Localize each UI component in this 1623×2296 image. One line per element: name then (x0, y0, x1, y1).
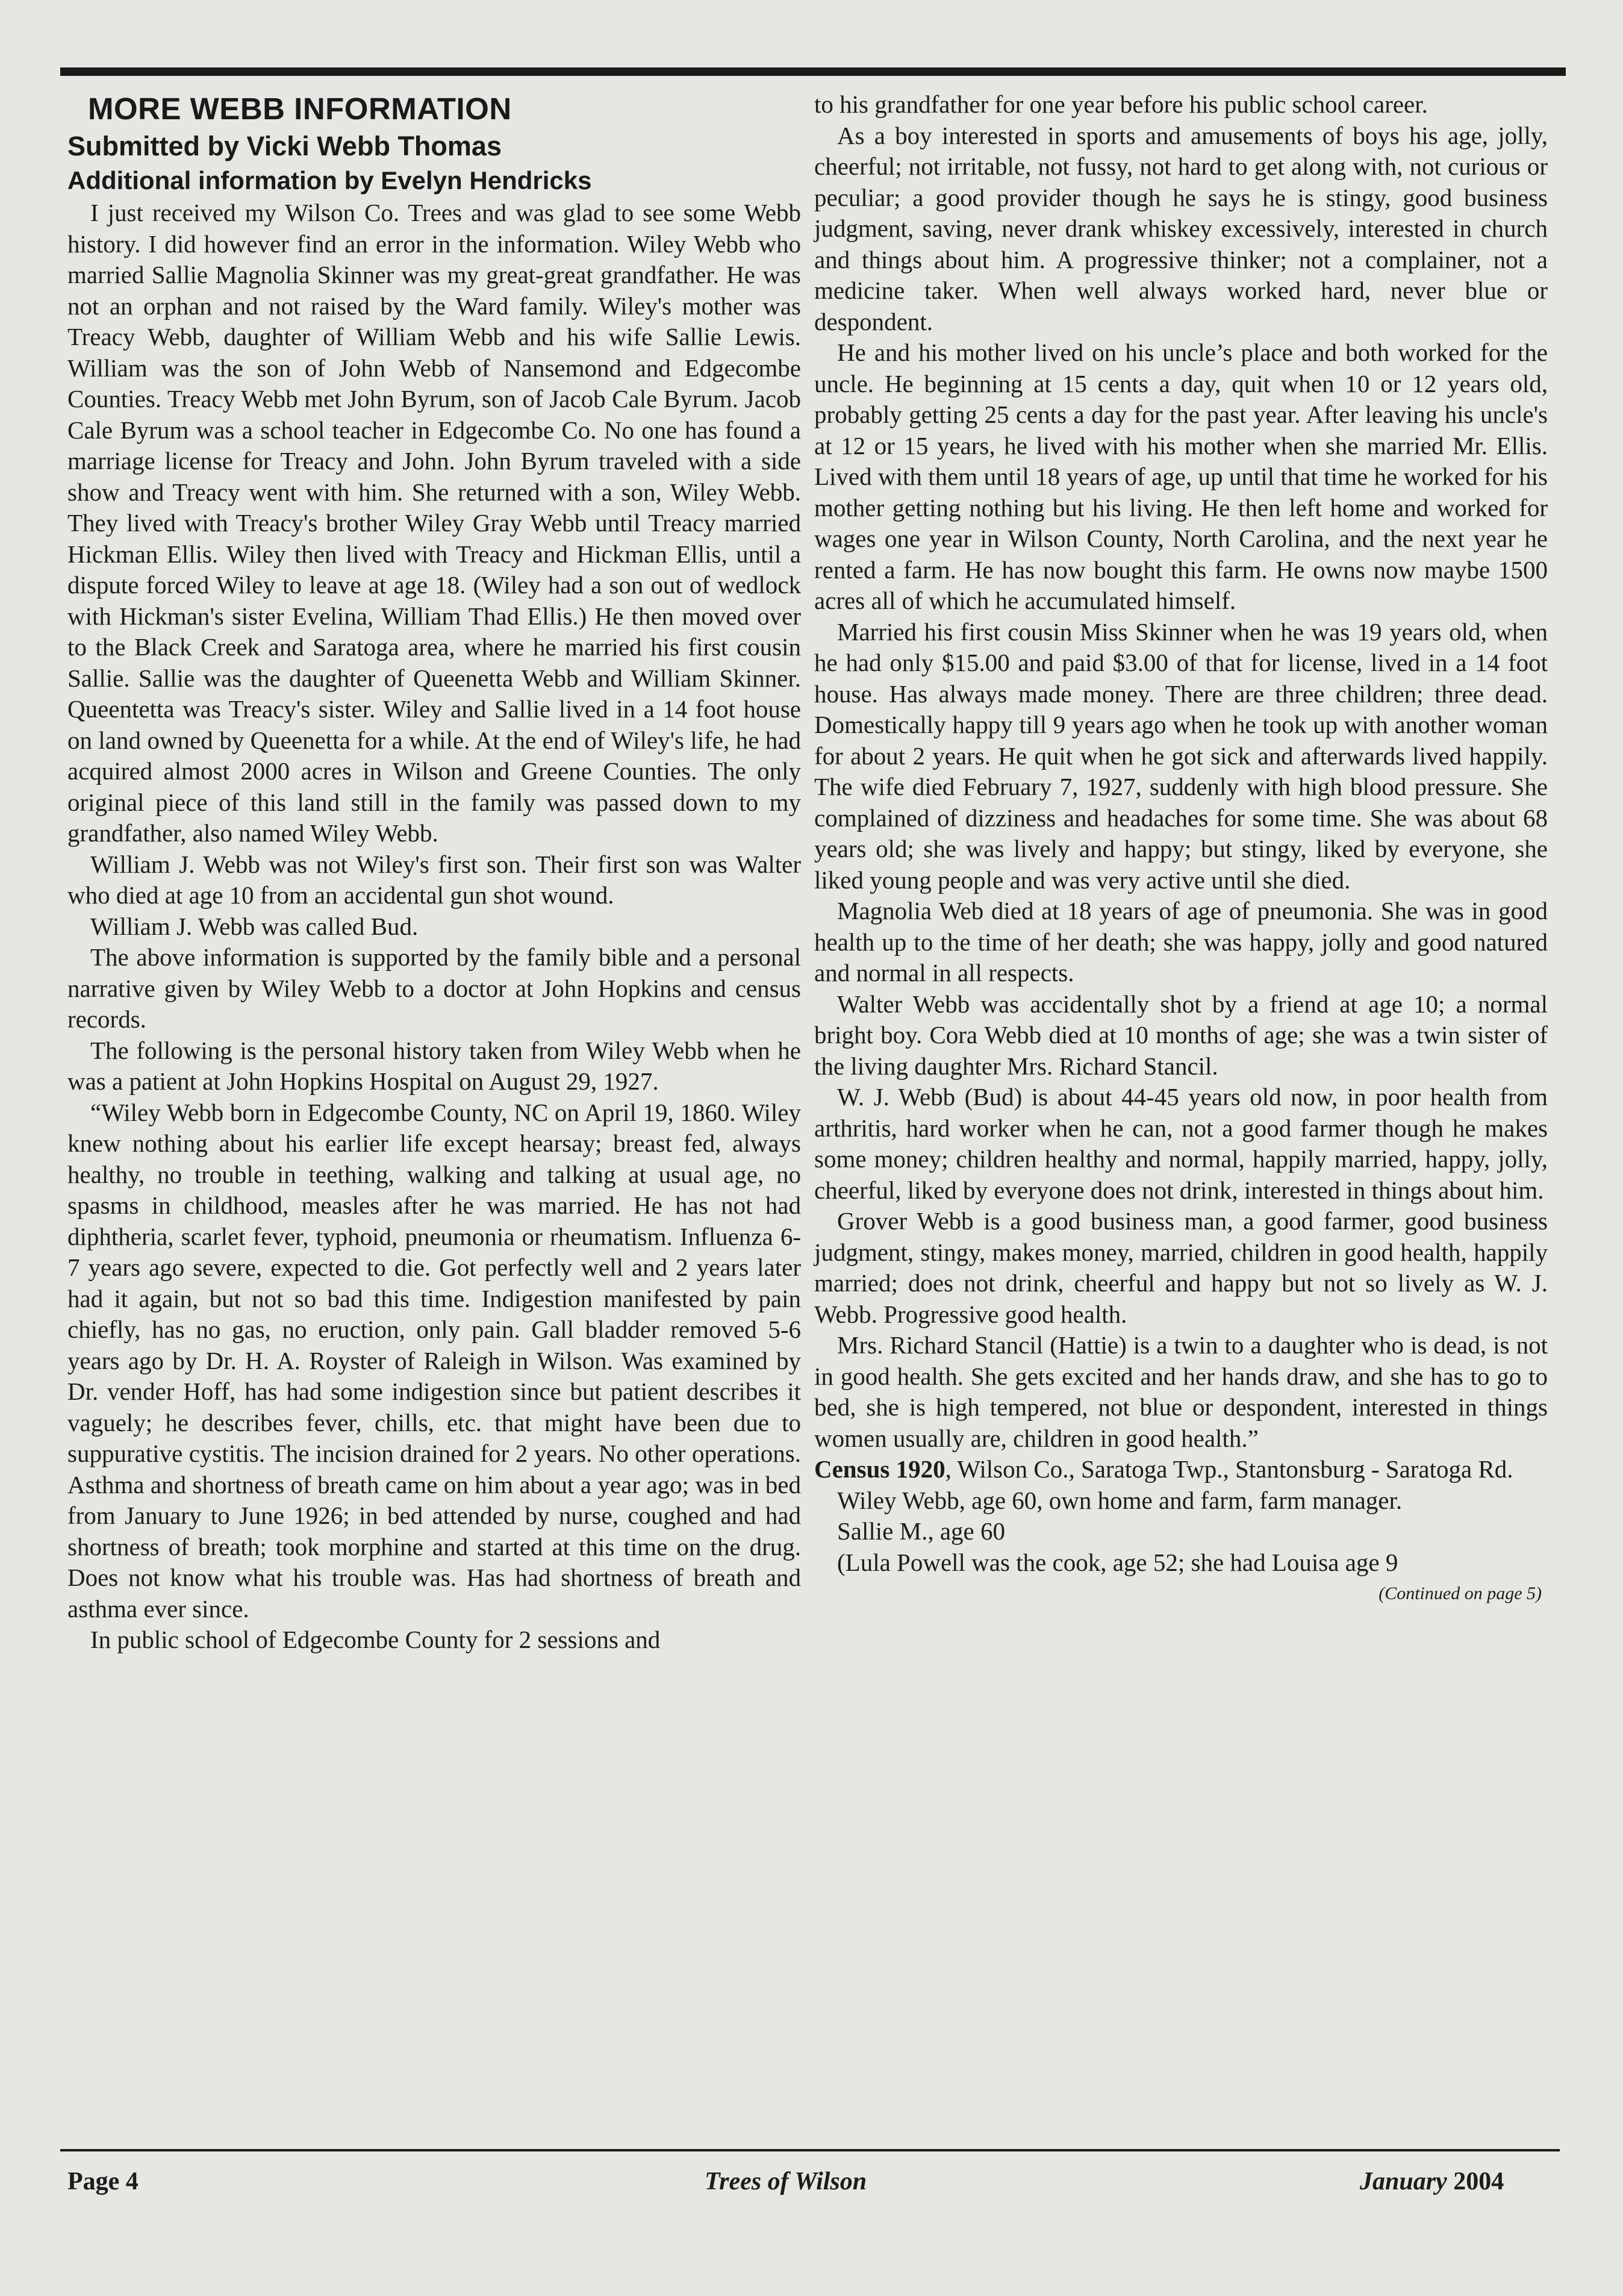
left-column (67, 89, 801, 1656)
bottom-rule (60, 2149, 1560, 2151)
census-entry (814, 1454, 1548, 1485)
census-line: Wiley Webb, age 60, own home and farm, farm manager. (837, 1486, 1403, 1514)
paragraph: William J. Webb was not Wiley's first son. Their first son was Walter who died at age 10 from an accidental gun shot wound. (67, 850, 801, 909)
census-line: Sallie M., age 60 (837, 1517, 1005, 1545)
census-location: , Wilson Co., Saratoga Twp., Stantonsburg - Saratoga Rd. (945, 1455, 1513, 1483)
paragraph: Married his first cousin Miss Skinner when he was 19 years old, when he had only $15.00 and paid $3.00 of that for license, lived in a 14 foot house. Has always made money. There are three children; three dead. Domestically happy till 9 years ago when he took up with another woman for about 2 years. He quit when he got sick and afterwards lived happily. The wife died February 7, 1927, suddenly with high blood pressure. She complained of dizziness and headaches for some time. She was about 68 years old; she was lively and happy; but stingy, liked by everyone, she liked young people and was very active until she died. (814, 617, 1548, 894)
issue-date (1360, 2167, 1504, 2196)
continued-note: (Continued on page 5) (1378, 1583, 1542, 1603)
paragraph: William J. Webb was called Bud. (90, 912, 419, 940)
issue-year: 2004 (1453, 2168, 1504, 2195)
paragraph: “Wiley Webb born in Edgecombe County, NC on April 19, 1860. Wiley knew nothing about his earlier life except hearsay; breast fed, always healthy, no trouble in teething, walking and talking at usual age, no spasms in childhood, measles after he was married. He has not had diphtheria, scarlet fever, typhoid, pneumonia or rheumatism. Influenza 6-7 years ago severe, expected to die. Got perfectly well and 2 years later had it again, but not so bad this time. Indigestion manifested by pain chiefly, has no gas, no eruction, only pain. Gall bladder removed 5-6 years ago by Dr. H. A. Royster of Raleigh in Wilson. Was examined by Dr. vender Hoff, has had some indigestion since but patient describes it vaguely; he describes fever, chills, etc. that might have been due to suppurative cystitis. The incision drained for 2 years. No other operations. Asthma and shortness of breath came on him about a year ago; was in bed from January to June 1926; in bed attended by nurse, coughed and had shortness of breath; took morphine and started at this time on the drug. Does not know what his trouble was. Has had shortness of breath and asthma ever since. (67, 1098, 801, 1623)
paragraph: I just received my Wilson Co. Trees and was glad to see some Webb history. I did however find an error in the information. Wiley Webb who married Sallie Magnolia Skinner was my great-great grandfather. He was not an orphan and not raised by the Ward family. Wiley's mother was Treacy Webb, daughter of William Webb and his wife Sallie Lewis. William was the son of John Webb of Nansemond and Edgecombe Counties. Treacy Webb met John Byrum, son of Jacob Cale Byrum. Jacob Cale Byrum was a school teacher in Edgecombe Co. No one has found a marriage license for Treacy and John. John Byrum traveled with a side show and Treacy went with him. She returned with a son, Wiley Webb. They lived with Treacy's brother Wiley Gray Webb until Treacy married Hickman Ellis. Wiley then lived with Treacy and Hickman Ellis, until a dispute forced Wiley to leave at age 18. (Wiley had a son out of wedlock with Hickman's sister Evelina, William Thad Ellis.) He then moved over to the Black Creek and Saratoga area, where he married his first cousin Sallie. Sallie was the daughter of Queenetta Webb and William Skinner. Queentetta was Treacy's sister. Wiley and Sallie lived in a 14 foot house on land owned by Queenetta for a while. At the end of Wiley's life, he had acquired almost 2000 acres in Wilson and Greene Counties. The only original piece of this land still in the family was passed down to my grandfather, also named Wiley Webb. (67, 199, 801, 847)
article-byline-additional: Additional information by Evelyn Hendricks (67, 166, 592, 195)
paragraph: Walter Webb was accidentally shot by a friend at age 10; a normal bright boy. Cora Webb died at 10 months of age; she was a twin sister of the living daughter Mrs. Richard Stancil. (814, 990, 1548, 1080)
top-rule (60, 67, 1566, 76)
paragraph: The above information is supported by the family bible and a personal narrative given by Wiley Webb to a doctor at John Hopkins and census records. (67, 943, 801, 1033)
paragraph: Grover Webb is a good business man, a good farmer, good business judgment, stingy, makes money, married, children in good health, happily married; does not drink, cheerful and happy but not so lively as W. J. Webb. Progressive good health. (814, 1207, 1548, 1328)
issue-month: January (1360, 2168, 1447, 2195)
paragraph: W. J. Webb (Bud) is about 44-45 years old now, in poor health from arthritis, hard worker when he can, not a good farmer though he makes some money; children healthy and normal, happily married, happy, jolly, cheerful, liked by everyone does not drink, interested in things about him. (814, 1083, 1548, 1204)
paragraph-continuation: to his grandfather for one year before his public school career. (814, 90, 1428, 118)
census-label: Census 1920 (814, 1455, 945, 1483)
article-byline: Submitted by Vicki Webb Thomas (67, 131, 502, 161)
right-column (814, 89, 1548, 1606)
publication-name: Trees of Wilson (705, 2168, 867, 2195)
paragraph: Mrs. Richard Stancil (Hattie) is a twin to a daughter who is dead, is not in good health. She gets excited and her hands draw, and she has to go to bed, she is high tempered, not blue or despondent, interested in things women usually are, children in good health.” (814, 1331, 1548, 1452)
paragraph: As a boy interested in sports and amusements of boys his age, jolly, cheerful; not irritable, not fussy, not hard to get along with, not curious or peculiar; a good provider though he says he is stingy, good business judgment, saving, never drank whiskey excessively, interested in church and things about him. A progressive thinker; not a complainer, not a medicine taker. When well always worked hard, never blue or despondent. (814, 121, 1548, 335)
paragraph: In public school of Edgecombe County for 2 sessions and (90, 1626, 661, 1653)
census-line: (Lula Powell was the cook, age 52; she had Louisa age 9 (837, 1548, 1398, 1576)
article-title: MORE WEBB INFORMATION (88, 92, 512, 126)
page-number: Page 4 (67, 2168, 139, 2195)
paragraph: Magnolia Web died at 18 years of age of pneumonia. She was in good health up to the time of her death; she was happy, jolly and good natured and normal in all respects. (814, 897, 1548, 987)
paragraph: He and his mother lived on his uncle’s place and both worked for the uncle. He beginning at 15 cents a day, quit when 10 or 12 years old, probably getting 25 cents a day for the past year. After leaving his uncle's at 12 or 15 years, he lived with his mother when she married Mr. Ellis. Lived with them until 18 years of age, up until that time he worked for his mother getting nothing but his living. He then left home and worked for wages one year in Wilson County, North Carolina, and the next year he rented a farm. He has now bought this farm. He owns now maybe 1500 acres all of which he accumulated himself. (814, 338, 1548, 614)
paragraph: The following is the personal history taken from Wiley Webb when he was a patient at John Hopkins Hospital on August 29, 1927. (67, 1036, 801, 1095)
